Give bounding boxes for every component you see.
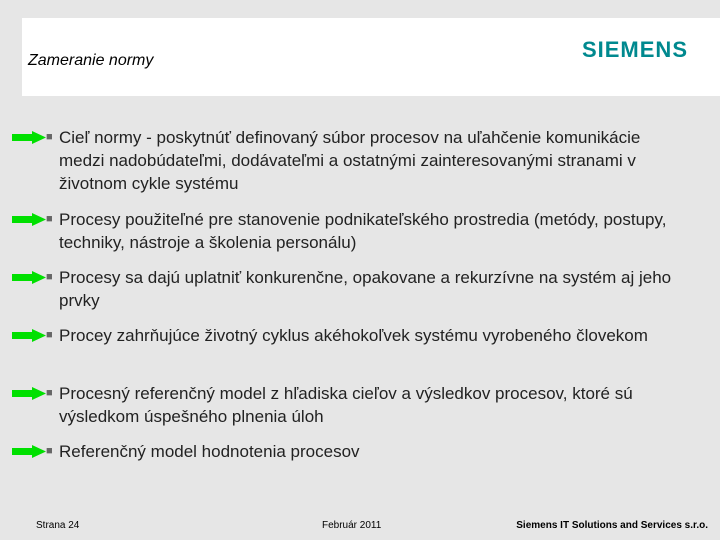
bullet-text: Procesy použiteľné pre stanovenie podnikateľského prostredia (metódy, postupy, techniky, nástroje a školenia personálu) xyxy=(59,210,667,252)
bullet-text: Procey zahrňujúce životný cyklus akéhokoľvek systému vyrobeného človekom xyxy=(59,326,648,345)
arrow-icon xyxy=(12,213,46,226)
slide-title: Zameranie normy xyxy=(28,52,154,69)
arrow-icon xyxy=(12,445,46,458)
slide-header xyxy=(22,18,720,96)
square-bullet-icon: ■ xyxy=(46,329,53,341)
square-bullet-icon: ■ xyxy=(46,131,53,143)
footer-page-number: Strana 24 xyxy=(36,520,80,531)
bullet-text: Referenčný model hodnotenia procesov xyxy=(59,442,360,461)
siemens-logo: SIEMENS xyxy=(581,37,688,62)
arrow-icon xyxy=(12,271,46,284)
bullet-text: Cieľ normy - poskytnúť definovaný súbor procesov na uľahčenie komunikácie medzi nadobúdateľmi, dodávateľmi a ostatnými zainteresovanými stranami v životnom cykle systému xyxy=(59,128,641,193)
square-bullet-icon: ■ xyxy=(46,271,53,283)
square-bullet-icon: ■ xyxy=(46,213,53,225)
arrow-icon xyxy=(12,131,46,144)
footer-date: Február 2011 xyxy=(322,520,382,531)
bullet-text: Procesný referenčný model z hľadiska cieľov a výsledkov procesov, ktoré sú výsledkom úspešného plnenia úloh xyxy=(59,384,633,426)
footer-company: Siemens IT Solutions and Services s.r.o. xyxy=(516,520,708,531)
bullet-text: Procesy sa dajú uplatniť konkurenčne, opakovane a rekurzívne na systém aj jeho prvky xyxy=(59,268,672,310)
arrow-icon xyxy=(12,387,46,400)
square-bullet-icon: ■ xyxy=(46,445,53,457)
arrow-icon xyxy=(12,329,46,342)
square-bullet-icon: ■ xyxy=(46,387,53,399)
